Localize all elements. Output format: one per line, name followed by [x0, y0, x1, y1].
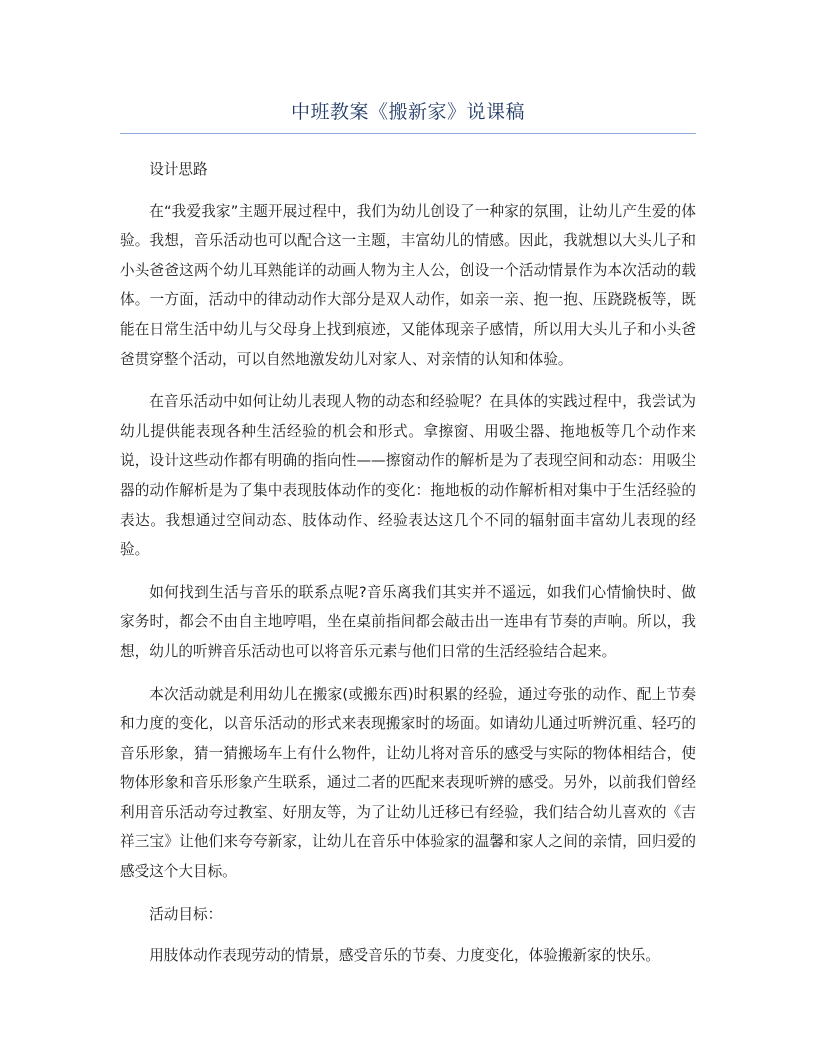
section-heading-goals: 活动目标： [149, 905, 223, 923]
document-title: 中班教案《搬新家》说课稿 [290, 101, 525, 123]
paragraph-2: 在音乐活动中如何让幼儿表现人物的动态和经验呢？在具体的实践过程中，我尝试为幼儿提供能表现各种生活经验的机会和形式。拿擦窗、用吸尘器、拖地板等几个动作来说，设计这些动作都有明确的指向性——擦窗动作的解析是为了表现空间和动态：用吸尘器的动作解析是为了集中表现肢体动作的变化：拖地板的动作解析相对集中于生活经验的表达。我想通过空间动态、肢体动作、经验表达这几个不同的辐射面丰富幼儿表现的经验。 [120, 393, 696, 559]
paragraph-3: 如何找到生活与音乐的联系点呢?音乐离我们其实并不遥远，如我们心情愉快时、做家务时，都会不由自主地哼唱，坐在桌前指间都会敲击出一连串有节奏的声响。所以，我想，幼儿的听辨音乐活动也可以将音乐元素与他们日常的生活经验结合起来。 [120, 583, 696, 660]
goal-paragraph: 用肢体动作表现劳动的情景，感受音乐的节奏、力度变化，体验搬新家的快乐。 [149, 947, 660, 965]
document-body [120, 155, 696, 984]
paragraph-4: 本次活动就是利用幼儿在搬家(或搬东西)时积累的经验，通过夸张的动作、配上节奏和力度的变化，以音乐活动的形式来表现搬家时的场面。如请幼儿通过听辨沉重、轻巧的音乐形象，猜一猜搬场车上有什么物件，让幼儿将对音乐的感受与实际的物体相结合，使物体形象和音乐形象产生联系，通过二者的匹配来表现听辨的感受。另外，以前我们曾经利用音乐活动夸过教室、好朋友等，为了让幼儿迁移已有经验，我们结合幼儿喜欢的《吉祥三宝》让他们来夸夸新家，让幼儿在音乐中体验家的温馨和家人之间的亲情，回归爱的感受这个大目标。 [120, 685, 696, 881]
paragraph-1: 在“我爱我家”主题开展过程中，我们为幼儿创设了一种家的氛围，让幼儿产生爱的体验。我想，音乐活动也可以配合这一主题，丰富幼儿的情感。因此，我就想以大头儿子和小头爸爸这两个幼儿耳熟能详的动画人物为主人公，创设一个活动情景作为本次活动的载体。一方面，活动中的律动动作大部分是双人动作，如亲一亲、抱一抱、压跷跷板等，既能在日常生活中幼儿与父母身上找到痕迹，又能体现亲子感情，所以用大头儿子和小头爸爸贯穿整个活动，可以自然地激发幼儿对家人、对亲情的认知和体验。 [120, 202, 696, 368]
section-heading-design: 设计思路 [149, 161, 208, 178]
title-divider [120, 133, 696, 134]
